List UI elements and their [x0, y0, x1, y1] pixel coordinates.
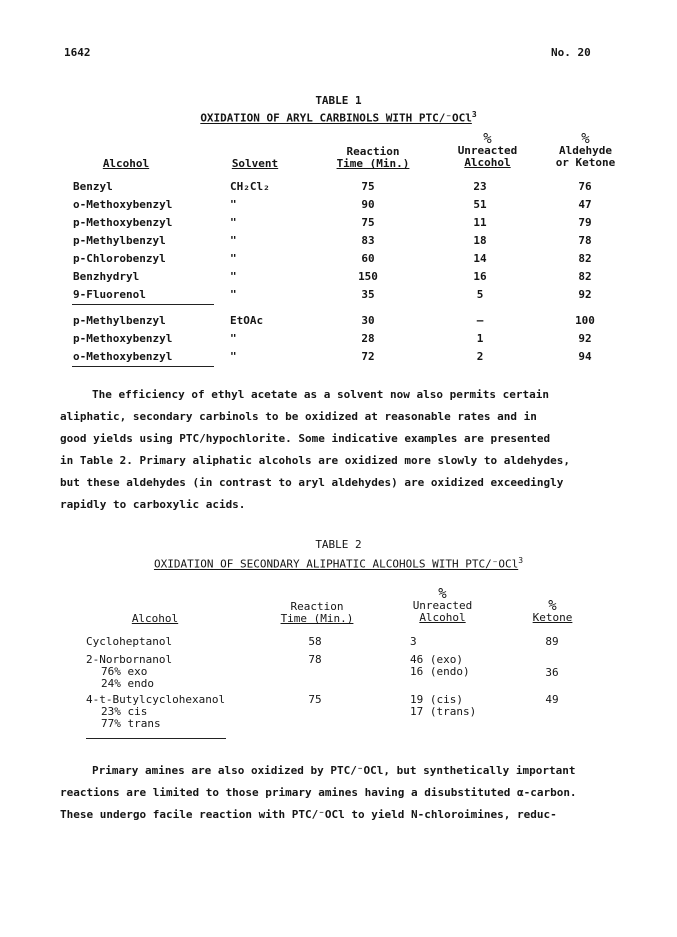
table2-alcohol: Cycloheptanol: [86, 635, 173, 648]
table2-unreacted: 19 (cis): [410, 693, 463, 706]
table1-header-alcohol: Alcohol: [102, 157, 150, 170]
table1-divider: [72, 304, 214, 305]
paragraph-line: aliphatic, secondary carbinols to be oxidized at reasonable rates and in: [60, 410, 537, 423]
table1-time: 35: [361, 288, 375, 301]
paragraph-line: These undergo facile reaction with PTC/⁻OCl to yield N-chloroimines, reduc-: [60, 808, 557, 821]
table1-solvent: ": [230, 252, 237, 265]
paragraph-line: rapidly to carboxylic acids.: [60, 498, 246, 511]
table1-alcohol: o-Methoxybenzyl: [73, 198, 173, 211]
table1-alcohol: Benzhydryl: [73, 270, 140, 283]
table1-unreacted: 18: [473, 234, 487, 247]
table2-header-unreacted: % Unreacted Alcohol: [412, 586, 473, 624]
table1-alcohol: p-Methoxybenzyl: [73, 332, 173, 345]
table2-isomer: 24% endo: [101, 677, 154, 690]
table1-product: 94: [578, 350, 592, 363]
table1-alcohol: p-Chlorobenzyl: [73, 252, 166, 265]
table1-unreacted: 2: [476, 350, 484, 363]
table1-product: 92: [578, 288, 592, 301]
table1-alcohol: 9-Fluorenol: [73, 288, 146, 301]
table1-solvent: EtOAc: [230, 314, 264, 327]
table1-label: TABLE 1: [315, 94, 362, 107]
table2-product: 49: [545, 693, 559, 706]
table2-unreacted: 17 (trans): [410, 705, 477, 718]
table1-alcohol: p-Methoxybenzyl: [73, 216, 173, 229]
table1-solvent: ": [230, 332, 237, 345]
table2-time: 78: [308, 653, 322, 666]
table2-isomer: 77% trans: [101, 717, 161, 730]
table2-product: 89: [545, 635, 559, 648]
table2-end-rule: [86, 738, 226, 739]
table2-header-alcohol: Alcohol: [131, 612, 179, 625]
table1-solvent: ": [230, 288, 237, 301]
table1-alcohol: p-Methylbenzyl: [73, 314, 166, 327]
table1-product: 47: [578, 198, 592, 211]
paragraph-line: reactions are limited to those primary amines having a disubstituted α-carbon.: [60, 786, 577, 799]
table1-unreacted: —: [476, 314, 484, 327]
table1-time: 72: [361, 350, 375, 363]
table2-header-time: Reaction Time (Min.): [280, 600, 354, 625]
table1-product: 100: [575, 314, 595, 327]
table2-label: TABLE 2: [315, 538, 362, 551]
table2-time: 58: [308, 635, 322, 648]
table1-header-time: Reaction Time (Min.): [336, 145, 410, 170]
table1-time: 90: [361, 198, 375, 211]
paragraph-line: The efficiency of ethyl acetate as a solvent now also permits certain: [92, 388, 549, 401]
table2-header-product: % Ketone: [532, 598, 573, 624]
paragraph-line: Primary amines are also oxidized by PTC/⁻OCl, but synthetically important: [92, 764, 576, 777]
table1-time: 75: [361, 216, 375, 229]
table1-time: 30: [361, 314, 375, 327]
page-number: 1642: [64, 46, 91, 59]
table1-header-unreacted: % Unreacted Alcohol: [457, 131, 518, 169]
table1-time: 75: [361, 180, 375, 193]
table2-time: 75: [308, 693, 322, 706]
table2-unreacted: 16 (endo): [410, 665, 470, 678]
issue-number: No. 20: [551, 46, 591, 59]
table2-alcohol: 2-Norbornanol: [86, 653, 173, 666]
table1-unreacted: 14: [473, 252, 487, 265]
table1-header-product: % Aldehyde or Ketone: [555, 131, 616, 169]
table2-unreacted: 46 (exo): [410, 653, 463, 666]
table2-isomer: 23% cis: [101, 705, 148, 718]
table1-product: 82: [578, 270, 592, 283]
body-paragraph-2: [60, 760, 620, 826]
table1-alcohol: Benzyl: [73, 180, 113, 193]
table1-product: 76: [578, 180, 592, 193]
table1-product: 82: [578, 252, 592, 265]
table1-unreacted: 11: [473, 216, 487, 229]
table1-solvent: CH₂Cl₂: [230, 180, 270, 193]
table1-solvent: ": [230, 270, 237, 283]
table1-solvent: ": [230, 198, 237, 211]
table1-end-rule: [72, 366, 214, 367]
paragraph-line: in Table 2. Primary aliphatic alcohols are oxidized more slowly to aldehydes,: [60, 454, 570, 467]
table1-header-solvent: Solvent: [231, 157, 279, 170]
paragraph-line: good yields using PTC/hypochlorite. Some indicative examples are presented: [60, 432, 551, 445]
table1-time: 83: [361, 234, 375, 247]
table1-product: 78: [578, 234, 592, 247]
table1-title: OXIDATION OF ARYL CARBINOLS WITH PTC/⁻OCl$^3$: [200, 110, 477, 125]
table1-unreacted: 16: [473, 270, 487, 283]
table1-time: 28: [361, 332, 375, 345]
table1-alcohol: o-Methoxybenzyl: [73, 350, 173, 363]
table2-isomer: 76% exo: [101, 665, 148, 678]
table1-alcohol: p-Methylbenzyl: [73, 234, 166, 247]
table1-time: 150: [358, 270, 378, 283]
table1-unreacted: 51: [473, 198, 487, 211]
table1-unreacted: 23: [473, 180, 487, 193]
table1-time: 60: [361, 252, 375, 265]
table1-solvent: ": [230, 216, 237, 229]
table1-unreacted: 1: [476, 332, 484, 345]
table1-unreacted: 5: [476, 288, 484, 301]
body-paragraph-1: [60, 384, 620, 516]
table1-product: 79: [578, 216, 592, 229]
paragraph-line: but these aldehydes (in contrast to aryl aldehydes) are oxidized exceedingly: [60, 476, 564, 489]
table1-solvent: ": [230, 234, 237, 247]
table2-title: OXIDATION OF SECONDARY ALIPHATIC ALCOHOLS WITH PTC/⁻OCl$^3$: [153, 556, 524, 571]
table2-alcohol: 4-t-Butylcyclohexanol: [86, 693, 226, 706]
table2-unreacted: 3: [410, 635, 417, 648]
table1-solvent: ": [230, 350, 237, 363]
table1-product: 92: [578, 332, 592, 345]
table2-product: 36: [545, 666, 559, 679]
